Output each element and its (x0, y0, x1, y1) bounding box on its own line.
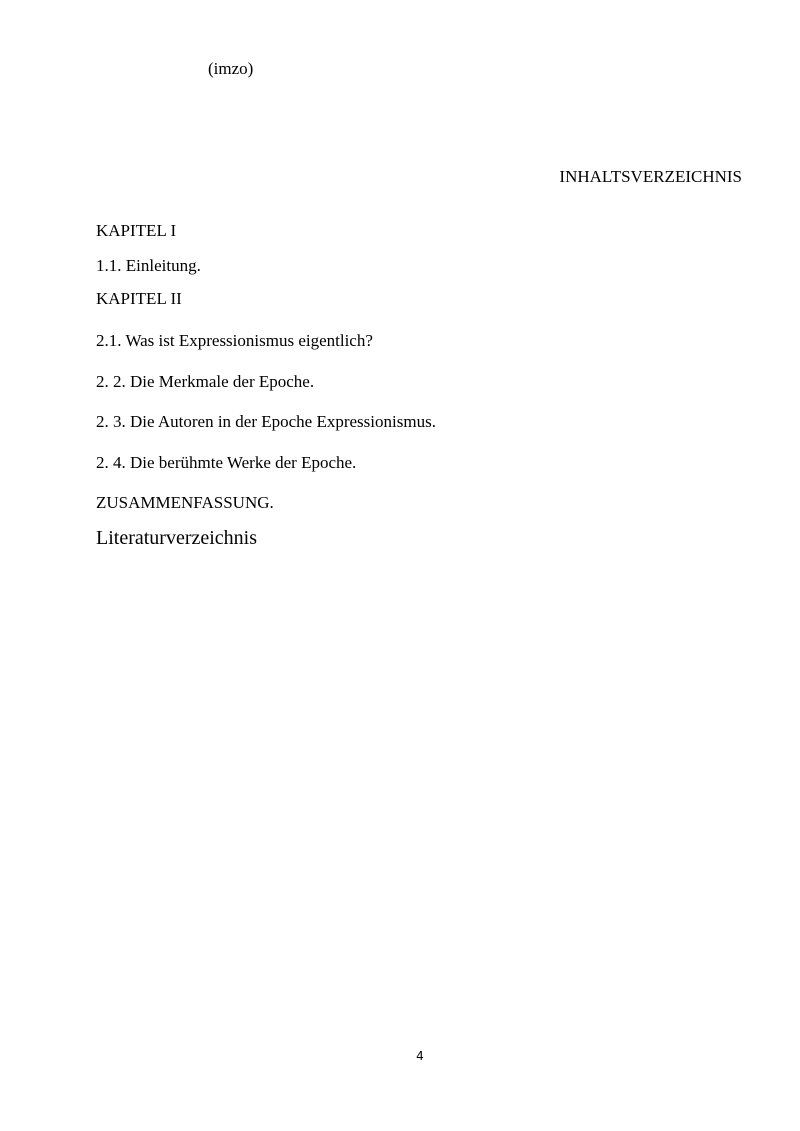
toc-entry-2-4: 2. 4. Die berühmte Werke der Epoche. (96, 453, 357, 472)
toc-entry-2-3: 2. 3. Die Autoren in der Epoche Expressionismus. (96, 412, 436, 431)
toc-entry-kapitel-2: KAPITEL II (96, 289, 182, 308)
toc-entry-literaturverzeichnis: Literaturverzeichnis (96, 527, 258, 549)
toc-title: INHALTSVERZEICHNIS (559, 167, 742, 186)
toc-entry-2-2: 2. 2. Die Merkmale der Epoche. (96, 372, 315, 391)
toc-entry-2-1: 2.1. Was ist Expressionismus eigentlich? (96, 331, 373, 350)
page-number: 4 (416, 1049, 424, 1063)
toc-entry-1-1: 1.1. Einleitung. (96, 256, 201, 275)
toc-entry-kapitel-1: KAPITEL I (96, 221, 177, 240)
toc-entry-zusammenfassung: ZUSAMMENFASSUNG. (96, 493, 274, 512)
signature-label: (imzo) (208, 59, 254, 78)
